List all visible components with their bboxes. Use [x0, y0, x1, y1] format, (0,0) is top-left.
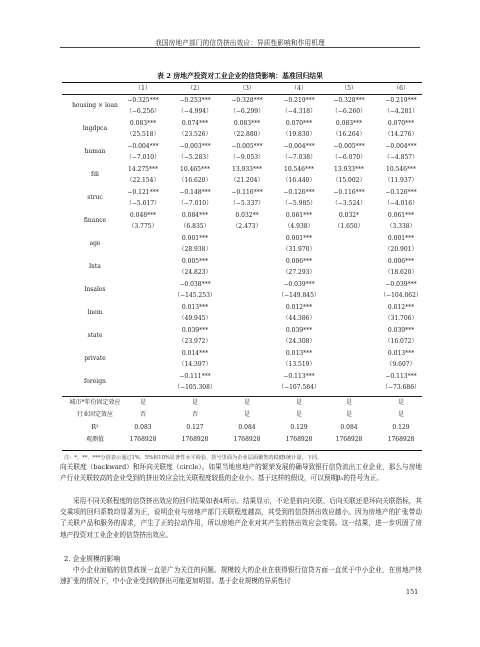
t-stat-cell: （16.072）: [384, 337, 418, 345]
t-stat-cell: （16.264）: [332, 130, 366, 138]
coefficient-cell: 0.039***: [387, 327, 415, 334]
variable-name: lnta: [89, 263, 101, 270]
coefficient-row: [62, 211, 422, 220]
coefficient-cell: −0.121***: [127, 189, 159, 196]
coefficient-cell: 10.546***: [386, 166, 416, 173]
coefficient-cell: 0.006***: [285, 258, 313, 265]
footer-value-cell: 是: [243, 411, 250, 419]
t-stat-cell: （−3.524）: [331, 199, 367, 207]
coefficient-cell: 10.465***: [180, 166, 210, 173]
footer-row: [62, 423, 422, 432]
footer-row-label: 行业固定效应: [76, 411, 113, 419]
coefficient-cell: −0.005***: [333, 143, 365, 150]
t-stat-cell: （2.473）: [232, 222, 262, 230]
footer-value-cell: 是: [295, 411, 302, 419]
variable-name: age: [89, 240, 101, 247]
table-top-rule: [62, 82, 422, 83]
t-stat-cell: （14.397）: [178, 360, 212, 368]
coefficient-cell: 10.546***: [284, 166, 314, 173]
variable-name: struc: [87, 194, 103, 201]
coefficient-row: [62, 372, 422, 381]
t-stat-cell: （14.276）: [384, 130, 418, 138]
footer-row: [62, 410, 422, 419]
coefficient-cell: −0.004***: [283, 143, 315, 150]
t-stat-cell: （27.293）: [282, 268, 316, 276]
coefficient-cell: −0.005***: [231, 143, 263, 150]
col-header-4: （4）: [291, 85, 307, 92]
table-bottom-rule: [62, 450, 422, 451]
variable-name: state: [87, 332, 103, 339]
t-stat-cell: （22.880）: [230, 130, 264, 138]
t-stat-cell: （−7.010）: [177, 199, 213, 207]
header-separator-rule: [62, 94, 422, 95]
t-stat-cell: （−7.010）: [125, 153, 161, 161]
coefficient-row: [62, 234, 422, 243]
footer-row: [62, 435, 422, 444]
col-header-6: （6）: [393, 85, 409, 92]
table-caption: 表 2 房地产投资对工业企业的信贷影响：基准回归结果: [157, 72, 323, 80]
footer-value-cell: 是: [397, 411, 404, 419]
t-stat-cell: （18.620）: [384, 268, 418, 276]
coefficient-cell: 0.039***: [181, 327, 209, 334]
t-stat-cell: （25.518）: [126, 130, 160, 138]
coefficient-cell: −0.148***: [179, 189, 211, 196]
coefficient-cell: 0.048***: [129, 212, 157, 219]
footer-value-cell: 是: [191, 399, 198, 406]
t-stat-row: [62, 130, 422, 139]
coefficient-cell: 0.032**: [235, 212, 259, 219]
t-stat-cell: （23.972）: [178, 337, 212, 345]
variable-name: lnsales: [84, 286, 106, 293]
t-stat-cell: （21.204）: [230, 176, 264, 184]
footer-value-cell: 0.127: [186, 423, 204, 431]
t-stat-cell: （11.937）: [384, 176, 418, 184]
coefficient-cell: 0.012***: [387, 304, 415, 311]
coefficient-row: [62, 257, 422, 266]
t-stat-cell: （23.526）: [178, 130, 212, 138]
coefficient-row: [62, 326, 422, 335]
coefficient-cell: 0.012***: [285, 304, 313, 311]
t-stat-row: [62, 268, 422, 277]
t-stat-cell: （−4.857）: [383, 153, 419, 161]
coefficient-cell: 0.001***: [387, 235, 415, 242]
t-stat-cell: （−5.617）: [125, 199, 161, 207]
coefficient-cell: −0.325***: [127, 97, 159, 104]
coefficient-row: [62, 142, 422, 151]
coefficient-cell: 0.013***: [285, 350, 313, 357]
t-stat-cell: （31.970）: [282, 245, 316, 253]
coefficient-cell: 0.070***: [285, 120, 313, 127]
footer-value-cell: 否: [191, 411, 198, 419]
coefficient-cell: 13.933***: [334, 166, 364, 173]
t-stat-cell: （1.650）: [334, 222, 364, 230]
coefficient-cell: −0.004***: [127, 143, 159, 150]
t-stat-cell: （20.901）: [384, 245, 418, 253]
col-header-3: （3）: [239, 85, 255, 92]
t-stat-cell: （24.308）: [282, 337, 316, 345]
variable-name: finance: [83, 217, 107, 224]
footer-value-cell: 1768928: [335, 436, 363, 444]
coefficient-cell: −0.039***: [283, 281, 315, 288]
t-stat-cell: （−6.070）: [331, 153, 367, 161]
coefficient-cell: −0.328***: [231, 97, 263, 104]
coefficient-row: [62, 188, 422, 197]
col-header-5: （5）: [341, 85, 357, 92]
coefficient-cell: −0.126***: [283, 189, 315, 196]
t-stat-cell: （−4.281）: [383, 107, 419, 115]
t-stat-cell: （6.835）: [180, 222, 210, 230]
coefficient-cell: −0.111***: [179, 373, 211, 380]
t-stat-row: [62, 291, 422, 300]
t-stat-row: [62, 199, 422, 208]
t-stat-cell: （28.938）: [178, 245, 212, 253]
coefficient-cell: 0.001***: [181, 235, 209, 242]
body-paragraph-3: 中小企业面临的信贷歧视一直是广为关注的问题。规模较大的企业在获得银行信贷方面一直优于中小企业，在房地产快速扩张的情况下，中小企业受到的挤出可能更加明显。基于企业规模的异质性讨: [60, 566, 422, 586]
variable-name: private: [84, 355, 106, 362]
t-stat-row: [62, 360, 422, 369]
coefficient-cell: −0.219***: [283, 97, 315, 104]
footer-row-label: R²: [91, 423, 99, 431]
t-stat-cell: （−4.016）: [383, 199, 419, 207]
coefficient-cell: −0.039***: [385, 281, 417, 288]
coefficient-cell: 0.083***: [129, 120, 157, 127]
footer-value-cell: 是: [345, 399, 352, 406]
footer-value-cell: 是: [243, 399, 250, 406]
t-stat-cell: （15.002）: [332, 176, 366, 184]
footer-row: [62, 398, 422, 407]
t-stat-row: [62, 222, 422, 231]
t-stat-cell: （19.830）: [282, 130, 316, 138]
t-stat-cell: （−149.845）: [278, 291, 320, 299]
t-stat-cell: （−6.260）: [331, 107, 367, 115]
coefficient-cell: 0.084***: [181, 212, 209, 219]
variable-name: human: [84, 148, 106, 155]
body-paragraph-1: 向关联度（backward）和环向关联度（circle）。如果当地房地产的繁荣发展的确导致银行信贷流出工业企业，那么与房地产行业关联较高的企业受到的挤出效应会比关联程度较低的企业小。基于这样的假设，可以预期β₁的符号为正。: [60, 463, 422, 483]
t-stat-row: [62, 176, 422, 185]
t-stat-cell: （31.706）: [384, 314, 418, 322]
t-stat-cell: （13.519）: [282, 360, 316, 368]
footer-value-cell: 是: [345, 411, 352, 419]
coefficient-cell: 0.013***: [387, 350, 415, 357]
variable-name: lngdpca: [82, 125, 108, 132]
t-stat-cell: （−73.686）: [381, 383, 421, 391]
t-stat-row: [62, 245, 422, 254]
footer-value-cell: 否: [139, 411, 146, 419]
coefficient-cell: 0.001***: [285, 235, 313, 242]
t-stat-cell: （−104.062）: [380, 291, 422, 299]
coefficient-cell: −0.113***: [283, 373, 315, 380]
footer-row-label: 观测值: [85, 436, 104, 444]
coefficient-cell: −0.126***: [385, 189, 417, 196]
t-stat-cell: （−145.253）: [174, 291, 216, 299]
header-rule: [60, 47, 420, 48]
t-stat-cell: （49.945）: [178, 314, 212, 322]
running-header: 我国房地产部门的信贷挤出效应：异质性影响和作用机理: [155, 39, 325, 47]
t-stat-cell: （−5.337）: [229, 199, 265, 207]
t-stat-cell: （−5.985）: [281, 199, 317, 207]
coefficient-row: [62, 165, 422, 174]
t-stat-cell: （−6.299）: [229, 107, 265, 115]
coefficient-cell: −0.328***: [333, 97, 365, 104]
section-heading: 2. 企业规模的影响: [64, 555, 121, 563]
t-stat-cell: （9.607）: [386, 360, 416, 368]
coefficient-cell: 13.933***: [232, 166, 262, 173]
coefficient-cell: −0.003***: [179, 143, 211, 150]
t-stat-cell: （−5.283）: [177, 153, 213, 161]
t-stat-cell: （16.440）: [282, 176, 316, 184]
coefficient-cell: 0.083***: [335, 120, 363, 127]
coefficient-cell: 0.074***: [181, 120, 209, 127]
footer-value-cell: 1768928: [285, 436, 313, 444]
coefficient-cell: 0.083***: [233, 120, 261, 127]
coefficient-cell: −0.116***: [231, 189, 263, 196]
coefficient-row: [62, 96, 422, 105]
t-stat-cell: （−6.256）: [125, 107, 161, 115]
t-stat-cell: （3.775）: [128, 222, 158, 230]
controls-separator-rule: [62, 396, 422, 397]
coefficient-cell: 0.006***: [387, 258, 415, 265]
t-stat-cell: （16.620）: [178, 176, 212, 184]
t-stat-cell: （22.154）: [126, 176, 160, 184]
footer-value-cell: 1768928: [387, 436, 415, 444]
table-note: 注：*、**、***分别表示通过1%、5%和10%显著性水平检验，括号里面为企业层面聚类的稳健t统计量。下同。: [64, 455, 323, 461]
t-stat-row: [62, 383, 422, 392]
footer-value-cell: 0.083: [134, 423, 152, 431]
footer-row-label: 城市*年份固定效应: [69, 399, 121, 406]
t-stat-cell: （−107.584）: [278, 383, 320, 391]
body-paragraph-2: 采用不同关联程度的信贷挤出效应的回归结果如表4所示。结果显示，不论是前向关联、后向关联还是环向关联指标，其交乘项的回归系数均显著为正，说明企业与房地产部门关联程度越高，其受到的信贷挤出效应越小。因为房地产的扩张带动了关联产品和服务的需求，产生了正的拉动作用，所以房地产企业对其产生的挤出效应会变弱。这一结果，进一步巩固了房地产投资对工业企业的信贷挤出效应。: [60, 497, 422, 539]
coefficient-cell: −0.004***: [385, 143, 417, 150]
t-stat-cell: （3.338）: [386, 222, 416, 230]
t-stat-row: [62, 153, 422, 162]
coefficient-cell: −0.038***: [179, 281, 211, 288]
col-header-2: （2）: [187, 85, 203, 92]
coefficient-row: [62, 119, 422, 128]
footer-value-cell: 是: [139, 399, 146, 406]
variable-name: lnem: [87, 309, 103, 316]
coefficient-cell: 0.014***: [181, 350, 209, 357]
coefficient-cell: 0.061***: [285, 212, 313, 219]
coefficient-cell: 14.275***: [128, 166, 158, 173]
coefficient-cell: 0.013***: [181, 304, 209, 311]
coefficient-cell: 0.039***: [285, 327, 313, 334]
coefficient-row: [62, 280, 422, 289]
coefficient-cell: 0.070***: [387, 120, 415, 127]
t-stat-cell: （24.823）: [178, 268, 212, 276]
coefficient-cell: −0.116***: [333, 189, 365, 196]
footer-value-cell: 0.084: [238, 423, 256, 431]
t-stat-cell: （−105.308）: [174, 383, 216, 391]
t-stat-row: [62, 107, 422, 116]
footer-value-cell: 1768928: [181, 436, 209, 444]
t-stat-cell: （4.938）: [284, 222, 314, 230]
coefficient-row: [62, 303, 422, 312]
coefficient-cell: 0.005***: [181, 258, 209, 265]
t-stat-cell: （−4.318）: [281, 107, 317, 115]
t-stat-cell: （−4.994）: [177, 107, 213, 115]
footer-value-cell: 是: [397, 399, 404, 406]
coefficient-cell: −0.219***: [385, 97, 417, 104]
t-stat-row: [62, 314, 422, 323]
variable-name: housing × loan: [72, 102, 118, 109]
t-stat-row: [62, 337, 422, 346]
t-stat-cell: （−7.038）: [281, 153, 317, 161]
column-header-row: [62, 84, 422, 93]
t-stat-cell: （44.386）: [282, 314, 316, 322]
footer-value-cell: 是: [295, 399, 302, 406]
footer-value-cell: 1768928: [129, 436, 157, 444]
coefficient-cell: −0.113***: [385, 373, 417, 380]
page-number: 151: [406, 588, 419, 596]
coefficient-row: [62, 349, 422, 358]
footer-value-cell: 0.129: [392, 423, 410, 431]
coefficient-cell: 0.061***: [387, 212, 415, 219]
footer-value-cell: 0.129: [290, 423, 308, 431]
col-header-1: （1）: [135, 85, 151, 92]
footer-value-cell: 1768928: [233, 436, 261, 444]
coefficient-cell: −0.253***: [179, 97, 211, 104]
t-stat-cell: （−9.053）: [229, 153, 265, 161]
footer-value-cell: 0.084: [340, 423, 358, 431]
variable-name: fdi: [91, 171, 99, 178]
variable-name: foreign: [84, 378, 106, 385]
coefficient-cell: 0.032*: [338, 212, 360, 219]
